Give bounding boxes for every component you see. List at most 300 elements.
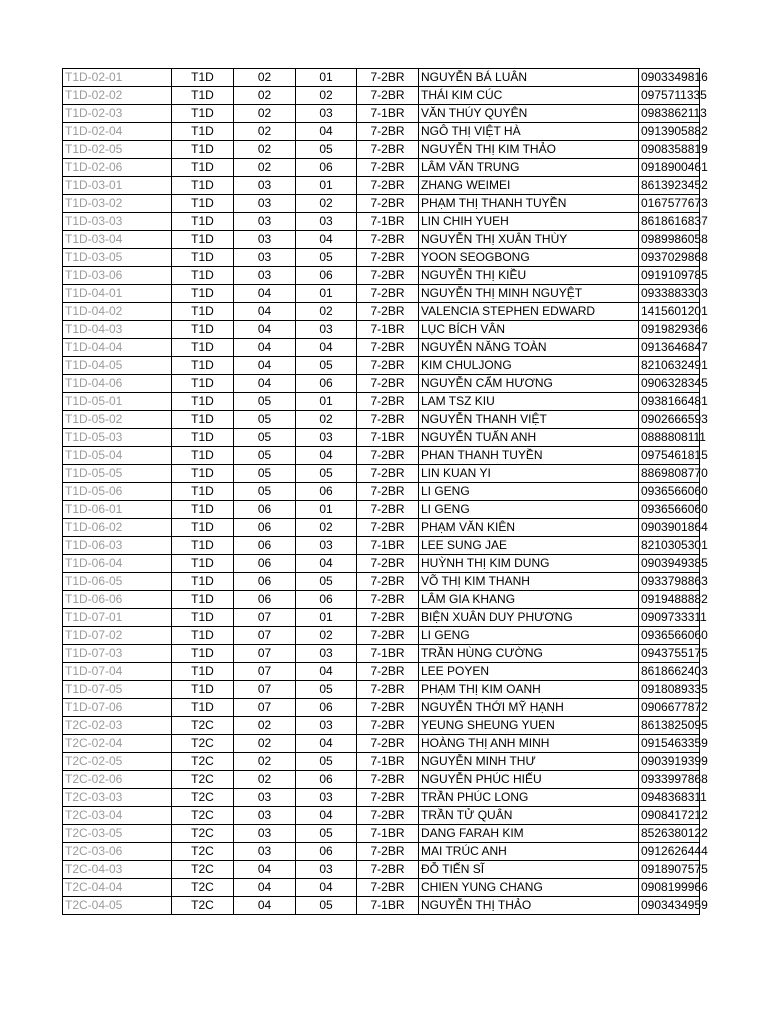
unit-code-cell[interactable]: T2C-04-03 (63, 861, 172, 879)
unit-type-cell[interactable]: 7-2BR (357, 231, 419, 249)
unit-code-cell[interactable]: T1D-05-01 (63, 393, 172, 411)
unit-code-cell[interactable]: T1D-03-05 (63, 249, 172, 267)
unit-code-cell[interactable]: T1D-06-06 (63, 591, 172, 609)
phone-cell[interactable]: 0167577673 (639, 195, 700, 213)
unit-number-cell[interactable]: 05 (296, 573, 357, 591)
unit-number-cell[interactable]: 02 (296, 195, 357, 213)
unit-type-cell[interactable]: 7-2BR (357, 591, 419, 609)
unit-type-cell[interactable]: 7-2BR (357, 375, 419, 393)
unit-code-cell[interactable]: T1D-04-04 (63, 339, 172, 357)
unit-code-cell[interactable]: T1D-02-02 (63, 87, 172, 105)
unit-number-cell[interactable]: 03 (296, 861, 357, 879)
block-cell[interactable]: T1D (172, 573, 234, 591)
floor-cell[interactable]: 06 (234, 501, 296, 519)
floor-cell[interactable]: 03 (234, 789, 296, 807)
owner-name-cell[interactable]: CHIEN YUNG CHANG (419, 879, 639, 897)
block-cell[interactable]: T1D (172, 123, 234, 141)
owner-name-cell[interactable]: NGUYỄN CẨM HƯƠNG (419, 375, 639, 393)
floor-cell[interactable]: 03 (234, 807, 296, 825)
floor-cell[interactable]: 04 (234, 357, 296, 375)
phone-cell[interactable]: 1415601201 (639, 303, 700, 321)
block-cell[interactable]: T1D (172, 159, 234, 177)
unit-code-cell[interactable]: T1D-02-06 (63, 159, 172, 177)
unit-type-cell[interactable]: 7-2BR (357, 195, 419, 213)
unit-number-cell[interactable]: 04 (296, 447, 357, 465)
owner-name-cell[interactable]: LAM TSZ KIU (419, 393, 639, 411)
unit-code-cell[interactable]: T1D-05-03 (63, 429, 172, 447)
block-cell[interactable]: T1D (172, 375, 234, 393)
owner-name-cell[interactable]: NGUYỄN THỊ MINH NGUYỆT (419, 285, 639, 303)
unit-code-cell[interactable]: T2C-02-05 (63, 753, 172, 771)
floor-cell[interactable]: 02 (234, 771, 296, 789)
unit-code-cell[interactable]: T1D-07-05 (63, 681, 172, 699)
unit-type-cell[interactable]: 7-1BR (357, 213, 419, 231)
phone-cell[interactable]: 0913646847 (639, 339, 700, 357)
unit-code-cell[interactable]: T2C-03-05 (63, 825, 172, 843)
floor-cell[interactable]: 04 (234, 897, 296, 915)
owner-name-cell[interactable]: PHẠM VĂN KIÊN (419, 519, 639, 537)
floor-cell[interactable]: 02 (234, 87, 296, 105)
owner-name-cell[interactable]: MAI TRÚC ANH (419, 843, 639, 861)
unit-code-cell[interactable]: T1D-03-06 (63, 267, 172, 285)
block-cell[interactable]: T1D (172, 555, 234, 573)
floor-cell[interactable]: 04 (234, 879, 296, 897)
floor-cell[interactable]: 04 (234, 861, 296, 879)
phone-cell[interactable]: 0906677872 (639, 699, 700, 717)
unit-code-cell[interactable]: T1D-04-05 (63, 357, 172, 375)
unit-type-cell[interactable]: 7-2BR (357, 483, 419, 501)
owner-name-cell[interactable]: KIM CHULJONG (419, 357, 639, 375)
phone-cell[interactable]: 0983862113 (639, 105, 700, 123)
unit-number-cell[interactable]: 04 (296, 663, 357, 681)
unit-type-cell[interactable]: 7-2BR (357, 573, 419, 591)
phone-cell[interactable]: 0919109785 (639, 267, 700, 285)
floor-cell[interactable]: 04 (234, 339, 296, 357)
unit-number-cell[interactable]: 03 (296, 717, 357, 735)
phone-cell[interactable]: 0975711335 (639, 87, 700, 105)
unit-number-cell[interactable]: 03 (296, 321, 357, 339)
unit-type-cell[interactable]: 7-2BR (357, 735, 419, 753)
phone-cell[interactable]: 8869808770 (639, 465, 700, 483)
block-cell[interactable]: T1D (172, 681, 234, 699)
floor-cell[interactable]: 03 (234, 213, 296, 231)
block-cell[interactable]: T2C (172, 807, 234, 825)
owner-name-cell[interactable]: DANG FARAH KIM (419, 825, 639, 843)
unit-number-cell[interactable]: 04 (296, 879, 357, 897)
owner-name-cell[interactable]: TRẦN TỬ QUÂN (419, 807, 639, 825)
unit-code-cell[interactable]: T1D-04-06 (63, 375, 172, 393)
unit-code-cell[interactable]: T2C-02-04 (63, 735, 172, 753)
owner-name-cell[interactable]: ZHANG WEIMEI (419, 177, 639, 195)
unit-code-cell[interactable]: T1D-05-02 (63, 411, 172, 429)
phone-cell[interactable]: 0919488882 (639, 591, 700, 609)
unit-type-cell[interactable]: 7-2BR (357, 789, 419, 807)
unit-type-cell[interactable]: 7-2BR (357, 447, 419, 465)
block-cell[interactable]: T1D (172, 69, 234, 87)
block-cell[interactable]: T2C (172, 897, 234, 915)
floor-cell[interactable]: 04 (234, 285, 296, 303)
owner-name-cell[interactable]: LI GENG (419, 483, 639, 501)
unit-type-cell[interactable]: 7-1BR (357, 753, 419, 771)
floor-cell[interactable]: 02 (234, 717, 296, 735)
block-cell[interactable]: T1D (172, 699, 234, 717)
phone-cell[interactable]: 0933883303 (639, 285, 700, 303)
owner-name-cell[interactable]: LI GENG (419, 627, 639, 645)
phone-cell[interactable]: 0937029868 (639, 249, 700, 267)
block-cell[interactable]: T1D (172, 285, 234, 303)
unit-type-cell[interactable]: 7-2BR (357, 501, 419, 519)
phone-cell[interactable]: 0906328345 (639, 375, 700, 393)
unit-type-cell[interactable]: 7-2BR (357, 285, 419, 303)
phone-cell[interactable]: 0912626444 (639, 843, 700, 861)
unit-number-cell[interactable]: 06 (296, 699, 357, 717)
unit-code-cell[interactable]: T1D-04-01 (63, 285, 172, 303)
block-cell[interactable]: T1D (172, 105, 234, 123)
unit-code-cell[interactable]: T2C-02-06 (63, 771, 172, 789)
unit-number-cell[interactable]: 01 (296, 609, 357, 627)
unit-number-cell[interactable]: 02 (296, 411, 357, 429)
floor-cell[interactable]: 02 (234, 735, 296, 753)
block-cell[interactable]: T1D (172, 429, 234, 447)
unit-code-cell[interactable]: T1D-03-01 (63, 177, 172, 195)
unit-type-cell[interactable]: 7-2BR (357, 87, 419, 105)
phone-cell[interactable]: 0933798863 (639, 573, 700, 591)
floor-cell[interactable]: 06 (234, 537, 296, 555)
owner-name-cell[interactable]: BIỆN XUÂN DUY PHƯƠNG (419, 609, 639, 627)
unit-code-cell[interactable]: T2C-04-04 (63, 879, 172, 897)
block-cell[interactable]: T1D (172, 447, 234, 465)
block-cell[interactable]: T1D (172, 411, 234, 429)
unit-number-cell[interactable]: 05 (296, 465, 357, 483)
unit-type-cell[interactable]: 7-1BR (357, 429, 419, 447)
block-cell[interactable]: T1D (172, 321, 234, 339)
unit-code-cell[interactable]: T1D-07-04 (63, 663, 172, 681)
unit-type-cell[interactable]: 7-2BR (357, 861, 419, 879)
phone-cell[interactable]: 0908358819 (639, 141, 700, 159)
unit-code-cell[interactable]: T2C-04-05 (63, 897, 172, 915)
phone-cell[interactable]: 0936566060 (639, 627, 700, 645)
floor-cell[interactable]: 06 (234, 573, 296, 591)
phone-cell[interactable]: 0938166481 (639, 393, 700, 411)
owner-name-cell[interactable]: TRẦN PHÚC LONG (419, 789, 639, 807)
unit-number-cell[interactable]: 06 (296, 267, 357, 285)
owner-name-cell[interactable]: PHẠM THỊ THANH TUYỀN (419, 195, 639, 213)
unit-number-cell[interactable]: 05 (296, 357, 357, 375)
unit-number-cell[interactable]: 03 (296, 213, 357, 231)
unit-code-cell[interactable]: T1D-06-05 (63, 573, 172, 591)
unit-type-cell[interactable]: 7-2BR (357, 69, 419, 87)
phone-cell[interactable]: 8210632491 (639, 357, 700, 375)
unit-code-cell[interactable]: T1D-03-04 (63, 231, 172, 249)
unit-type-cell[interactable]: 7-1BR (357, 825, 419, 843)
floor-cell[interactable]: 03 (234, 267, 296, 285)
unit-number-cell[interactable]: 03 (296, 105, 357, 123)
floor-cell[interactable]: 03 (234, 843, 296, 861)
unit-number-cell[interactable]: 04 (296, 555, 357, 573)
unit-number-cell[interactable]: 05 (296, 753, 357, 771)
owner-name-cell[interactable]: LỤC BÍCH VÂN (419, 321, 639, 339)
unit-code-cell[interactable]: T1D-05-04 (63, 447, 172, 465)
unit-type-cell[interactable]: 7-2BR (357, 339, 419, 357)
owner-name-cell[interactable]: PHẠM THỊ KIM OANH (419, 681, 639, 699)
unit-number-cell[interactable]: 03 (296, 429, 357, 447)
phone-cell[interactable]: 0908417212 (639, 807, 700, 825)
unit-code-cell[interactable]: T1D-07-03 (63, 645, 172, 663)
unit-code-cell[interactable]: T2C-02-03 (63, 717, 172, 735)
floor-cell[interactable]: 07 (234, 663, 296, 681)
unit-number-cell[interactable]: 02 (296, 627, 357, 645)
unit-type-cell[interactable]: 7-2BR (357, 249, 419, 267)
unit-type-cell[interactable]: 7-2BR (357, 141, 419, 159)
unit-type-cell[interactable]: 7-2BR (357, 843, 419, 861)
unit-number-cell[interactable]: 03 (296, 645, 357, 663)
floor-cell[interactable]: 05 (234, 483, 296, 501)
owner-name-cell[interactable]: LÂM VĂN TRUNG (419, 159, 639, 177)
owner-name-cell[interactable]: NGUYỄN TUẤN ANH (419, 429, 639, 447)
block-cell[interactable]: T1D (172, 465, 234, 483)
block-cell[interactable]: T1D (172, 609, 234, 627)
phone-cell[interactable]: 0913905882 (639, 123, 700, 141)
phone-cell[interactable]: 0936566060 (639, 483, 700, 501)
unit-number-cell[interactable]: 05 (296, 897, 357, 915)
floor-cell[interactable]: 06 (234, 591, 296, 609)
unit-number-cell[interactable]: 05 (296, 681, 357, 699)
unit-code-cell[interactable]: T1D-03-02 (63, 195, 172, 213)
block-cell[interactable]: T1D (172, 393, 234, 411)
unit-type-cell[interactable]: 7-2BR (357, 609, 419, 627)
owner-name-cell[interactable]: NGÔ THỊ VIỆT HÀ (419, 123, 639, 141)
block-cell[interactable]: T1D (172, 87, 234, 105)
floor-cell[interactable]: 05 (234, 429, 296, 447)
phone-cell[interactable]: 0989986058 (639, 231, 700, 249)
block-cell[interactable]: T2C (172, 879, 234, 897)
floor-cell[interactable]: 06 (234, 555, 296, 573)
floor-cell[interactable]: 02 (234, 69, 296, 87)
owner-name-cell[interactable]: YEUNG SHEUNG YUEN (419, 717, 639, 735)
unit-type-cell[interactable]: 7-2BR (357, 123, 419, 141)
unit-number-cell[interactable]: 01 (296, 177, 357, 195)
unit-code-cell[interactable]: T1D-06-04 (63, 555, 172, 573)
floor-cell[interactable]: 04 (234, 321, 296, 339)
owner-name-cell[interactable]: THÁI KIM CÚC (419, 87, 639, 105)
unit-code-cell[interactable]: T1D-02-01 (63, 69, 172, 87)
block-cell[interactable]: T1D (172, 267, 234, 285)
block-cell[interactable]: T2C (172, 771, 234, 789)
unit-type-cell[interactable]: 7-2BR (357, 879, 419, 897)
block-cell[interactable]: T1D (172, 195, 234, 213)
phone-cell[interactable]: 0909733311 (639, 609, 700, 627)
owner-name-cell[interactable]: NGUYỄN THỊ KIỀU (419, 267, 639, 285)
floor-cell[interactable]: 02 (234, 159, 296, 177)
unit-code-cell[interactable]: T1D-02-03 (63, 105, 172, 123)
floor-cell[interactable]: 04 (234, 303, 296, 321)
unit-type-cell[interactable]: 7-2BR (357, 357, 419, 375)
phone-cell[interactable]: 0933997868 (639, 771, 700, 789)
owner-name-cell[interactable]: NGUYỄN NĂNG TOÀN (419, 339, 639, 357)
phone-cell[interactable]: 0903901864 (639, 519, 700, 537)
floor-cell[interactable]: 03 (234, 249, 296, 267)
unit-code-cell[interactable]: T1D-02-04 (63, 123, 172, 141)
phone-cell[interactable]: 0903349816 (639, 69, 700, 87)
unit-type-cell[interactable]: 7-2BR (357, 267, 419, 285)
unit-type-cell[interactable]: 7-2BR (357, 555, 419, 573)
floor-cell[interactable]: 03 (234, 177, 296, 195)
block-cell[interactable]: T1D (172, 663, 234, 681)
owner-name-cell[interactable]: VÕ THỊ KIM THANH (419, 573, 639, 591)
owner-name-cell[interactable]: LIN KUAN YI (419, 465, 639, 483)
phone-cell[interactable]: 8613825095 (639, 717, 700, 735)
floor-cell[interactable]: 04 (234, 375, 296, 393)
floor-cell[interactable]: 07 (234, 699, 296, 717)
owner-name-cell[interactable]: TRẦN HÙNG CƯỜNG (419, 645, 639, 663)
floor-cell[interactable]: 02 (234, 123, 296, 141)
unit-type-cell[interactable]: 7-2BR (357, 771, 419, 789)
owner-name-cell[interactable]: HOÀNG THỊ ANH MINH (419, 735, 639, 753)
block-cell[interactable]: T1D (172, 501, 234, 519)
unit-number-cell[interactable]: 06 (296, 771, 357, 789)
unit-code-cell[interactable]: T1D-05-06 (63, 483, 172, 501)
owner-name-cell[interactable]: VALENCIA STEPHEN EDWARD (419, 303, 639, 321)
unit-number-cell[interactable]: 05 (296, 825, 357, 843)
unit-number-cell[interactable]: 01 (296, 501, 357, 519)
block-cell[interactable]: T1D (172, 213, 234, 231)
floor-cell[interactable]: 06 (234, 519, 296, 537)
unit-number-cell[interactable]: 05 (296, 249, 357, 267)
unit-code-cell[interactable]: T1D-04-02 (63, 303, 172, 321)
unit-number-cell[interactable]: 06 (296, 375, 357, 393)
block-cell[interactable]: T1D (172, 339, 234, 357)
unit-type-cell[interactable]: 7-2BR (357, 717, 419, 735)
unit-number-cell[interactable]: 01 (296, 285, 357, 303)
unit-number-cell[interactable]: 01 (296, 69, 357, 87)
owner-name-cell[interactable]: NGUYỄN MINH THƯ (419, 753, 639, 771)
block-cell[interactable]: T1D (172, 483, 234, 501)
unit-type-cell[interactable]: 7-2BR (357, 177, 419, 195)
floor-cell[interactable]: 02 (234, 105, 296, 123)
unit-type-cell[interactable]: 7-2BR (357, 411, 419, 429)
owner-name-cell[interactable]: NGUYỄN THỊ KIM THẢO (419, 141, 639, 159)
floor-cell[interactable]: 07 (234, 681, 296, 699)
block-cell[interactable]: T1D (172, 177, 234, 195)
phone-cell[interactable]: 0908199966 (639, 879, 700, 897)
floor-cell[interactable]: 07 (234, 609, 296, 627)
owner-name-cell[interactable]: PHAN THANH TUYỀN (419, 447, 639, 465)
floor-cell[interactable]: 02 (234, 141, 296, 159)
unit-number-cell[interactable]: 06 (296, 483, 357, 501)
unit-code-cell[interactable]: T1D-06-01 (63, 501, 172, 519)
block-cell[interactable]: T1D (172, 645, 234, 663)
owner-name-cell[interactable]: NGUYỄN BÁ LUÂN (419, 69, 639, 87)
unit-type-cell[interactable]: 7-2BR (357, 807, 419, 825)
unit-number-cell[interactable]: 03 (296, 789, 357, 807)
phone-cell[interactable]: 8618662403 (639, 663, 700, 681)
phone-cell[interactable]: 8210305301 (639, 537, 700, 555)
unit-number-cell[interactable]: 05 (296, 141, 357, 159)
floor-cell[interactable]: 05 (234, 447, 296, 465)
floor-cell[interactable]: 05 (234, 411, 296, 429)
unit-type-cell[interactable]: 7-2BR (357, 303, 419, 321)
owner-name-cell[interactable]: LIN CHIH YUEH (419, 213, 639, 231)
phone-cell[interactable]: 8526380122 (639, 825, 700, 843)
unit-type-cell[interactable]: 7-2BR (357, 465, 419, 483)
unit-number-cell[interactable]: 04 (296, 123, 357, 141)
unit-number-cell[interactable]: 03 (296, 537, 357, 555)
owner-name-cell[interactable]: VĂN THÚY QUYÊN (419, 105, 639, 123)
block-cell[interactable]: T2C (172, 735, 234, 753)
unit-number-cell[interactable]: 01 (296, 393, 357, 411)
owner-name-cell[interactable]: LEE POYEN (419, 663, 639, 681)
unit-number-cell[interactable]: 04 (296, 735, 357, 753)
unit-code-cell[interactable]: T2C-03-06 (63, 843, 172, 861)
phone-cell[interactable]: 0903919399 (639, 753, 700, 771)
floor-cell[interactable]: 05 (234, 465, 296, 483)
owner-name-cell[interactable]: HUỲNH THỊ KIM DUNG (419, 555, 639, 573)
owner-name-cell[interactable]: NGUYỄN THANH VIỆT (419, 411, 639, 429)
block-cell[interactable]: T2C (172, 753, 234, 771)
owner-name-cell[interactable]: NGUYỄN THỊ XUÂN THÙY (419, 231, 639, 249)
unit-type-cell[interactable]: 7-1BR (357, 897, 419, 915)
phone-cell[interactable]: 0919829366 (639, 321, 700, 339)
floor-cell[interactable]: 02 (234, 753, 296, 771)
block-cell[interactable]: T2C (172, 789, 234, 807)
owner-name-cell[interactable]: LEE SUNG JAE (419, 537, 639, 555)
owner-name-cell[interactable]: LI GENG (419, 501, 639, 519)
unit-code-cell[interactable]: T2C-03-04 (63, 807, 172, 825)
phone-cell[interactable]: 0936566060 (639, 501, 700, 519)
block-cell[interactable]: T1D (172, 303, 234, 321)
floor-cell[interactable]: 05 (234, 393, 296, 411)
phone-cell[interactable]: 0918907575 (639, 861, 700, 879)
block-cell[interactable]: T1D (172, 537, 234, 555)
unit-type-cell[interactable]: 7-2BR (357, 159, 419, 177)
unit-number-cell[interactable]: 04 (296, 339, 357, 357)
phone-cell[interactable]: 0903434959 (639, 897, 700, 915)
floor-cell[interactable]: 07 (234, 627, 296, 645)
unit-number-cell[interactable]: 02 (296, 87, 357, 105)
owner-name-cell[interactable]: ĐỖ TIẾN SĨ (419, 861, 639, 879)
unit-type-cell[interactable]: 7-2BR (357, 393, 419, 411)
unit-type-cell[interactable]: 7-1BR (357, 321, 419, 339)
unit-type-cell[interactable]: 7-1BR (357, 537, 419, 555)
unit-code-cell[interactable]: T1D-07-01 (63, 609, 172, 627)
unit-code-cell[interactable]: T1D-06-02 (63, 519, 172, 537)
block-cell[interactable]: T2C (172, 843, 234, 861)
phone-cell[interactable]: 0918900461 (639, 159, 700, 177)
unit-type-cell[interactable]: 7-2BR (357, 519, 419, 537)
block-cell[interactable]: T1D (172, 627, 234, 645)
owner-name-cell[interactable]: NGUYỄN THỊ THẢO (419, 897, 639, 915)
block-cell[interactable]: T2C (172, 825, 234, 843)
phone-cell[interactable]: 0888808111 (639, 429, 700, 447)
phone-cell[interactable]: 0915463359 (639, 735, 700, 753)
unit-number-cell[interactable]: 04 (296, 807, 357, 825)
unit-type-cell[interactable]: 7-2BR (357, 699, 419, 717)
phone-cell[interactable]: 8618616837 (639, 213, 700, 231)
phone-cell[interactable]: 0948368311 (639, 789, 700, 807)
unit-number-cell[interactable]: 06 (296, 159, 357, 177)
owner-name-cell[interactable]: YOON SEOGBONG (419, 249, 639, 267)
phone-cell[interactable]: 8613923452 (639, 177, 700, 195)
owner-name-cell[interactable]: NGUYỄN PHÚC HIẾU (419, 771, 639, 789)
unit-number-cell[interactable]: 06 (296, 843, 357, 861)
unit-code-cell[interactable]: T1D-05-05 (63, 465, 172, 483)
block-cell[interactable]: T1D (172, 249, 234, 267)
block-cell[interactable]: T2C (172, 861, 234, 879)
unit-code-cell[interactable]: T1D-07-06 (63, 699, 172, 717)
owner-name-cell[interactable]: NGUYỄN THỚI MỸ HẠNH (419, 699, 639, 717)
owner-name-cell[interactable]: LÂM GIA KHANG (419, 591, 639, 609)
phone-cell[interactable]: 0903949385 (639, 555, 700, 573)
